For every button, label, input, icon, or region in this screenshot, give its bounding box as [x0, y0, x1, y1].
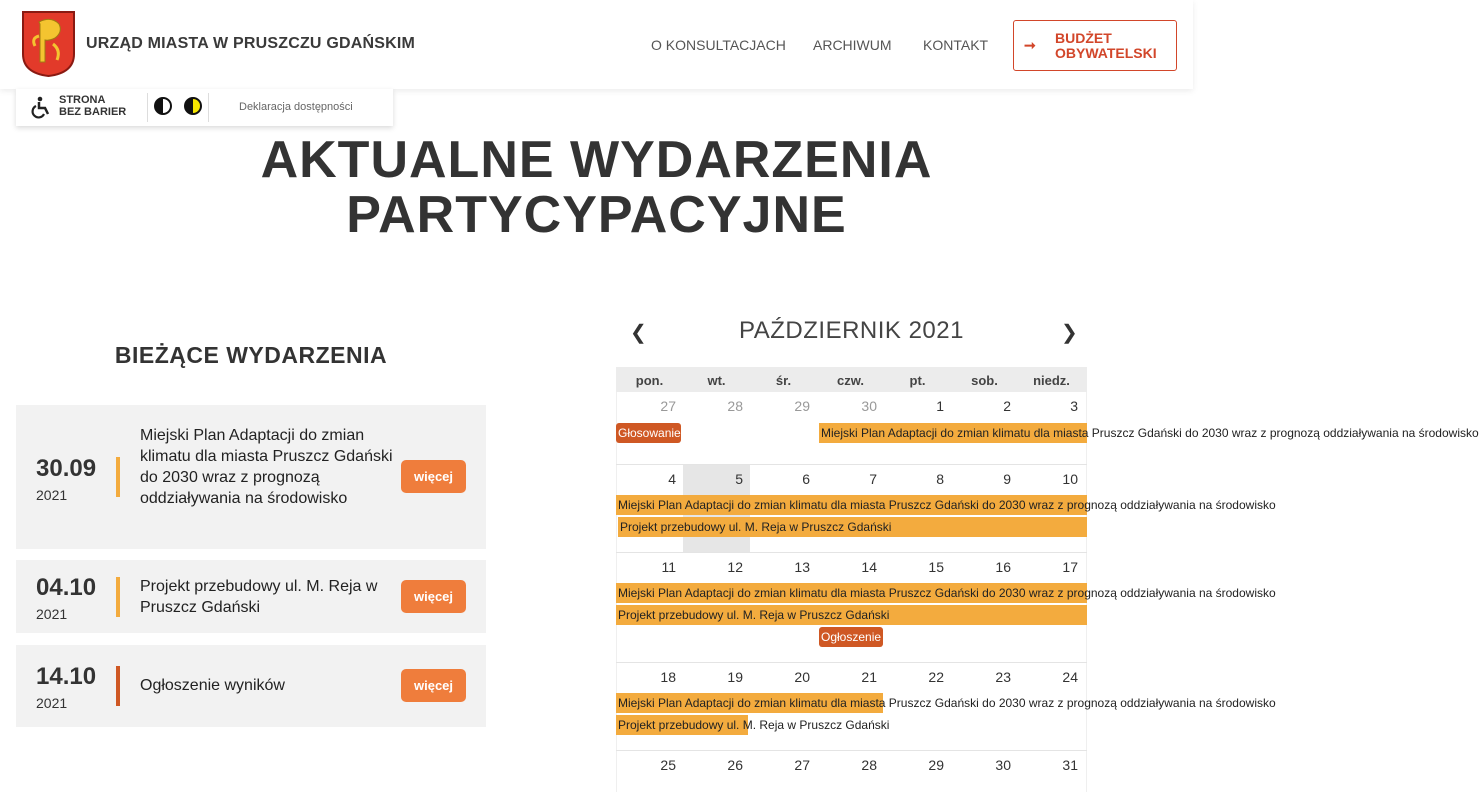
divider — [208, 93, 209, 122]
calendar-day[interactable]: 27 — [660, 398, 676, 414]
calendar-day[interactable]: 29 — [928, 757, 944, 773]
calendar-day[interactable]: 30 — [995, 757, 1011, 773]
calendar-weekday-header — [616, 367, 1087, 392]
calendar-day[interactable]: 24 — [1062, 669, 1078, 685]
event-date: 14.10 — [36, 663, 97, 690]
calendar-day[interactable]: 5 — [735, 471, 743, 487]
calendar-event-results[interactable]: Ogłoszenie wyników — [819, 627, 883, 647]
barrier-free-label[interactable]: STRONA BEZ BARIER — [59, 94, 127, 118]
calendar-day[interactable]: 28 — [861, 757, 877, 773]
contrast-black-yellow-icon[interactable] — [184, 97, 202, 115]
calendar-day[interactable]: 18 — [660, 669, 676, 685]
event-more-button[interactable]: więcej — [401, 580, 466, 613]
event-more-button[interactable]: więcej — [401, 460, 466, 493]
event-date: 04.10 — [36, 574, 97, 601]
event-year: 2021 — [36, 487, 68, 503]
event-year: 2021 — [36, 695, 68, 711]
weekday-label: niedz. — [1033, 373, 1070, 388]
calendar-week — [616, 465, 1276, 553]
calendar-day[interactable]: 9 — [1003, 471, 1011, 487]
current-events-heading: BIEŻĄCE WYDARZENIA — [114, 342, 388, 368]
event-color-bar — [116, 666, 120, 706]
calendar-day[interactable]: 1 — [936, 398, 944, 414]
event-color-bar — [116, 577, 120, 617]
divider — [147, 93, 148, 122]
event-card — [16, 560, 486, 633]
nav-about-consultations[interactable]: O KONSULTACJACH — [651, 37, 786, 53]
calendar-month-title: PAŹDZIERNIK 2021 — [739, 317, 964, 344]
calendar-day[interactable]: 14 — [861, 559, 877, 575]
calendar-event-reja[interactable]: Projekt przebudowy ul. M. Reja w Pruszcz Gdański — [616, 605, 1087, 625]
calendar-day[interactable]: 31 — [1062, 757, 1078, 773]
calendar-day[interactable]: 23 — [995, 669, 1011, 685]
city-crest-logo[interactable] — [21, 10, 76, 77]
calendar-day[interactable]: 30 — [861, 398, 877, 414]
arrow-right-icon: ➞ — [1024, 37, 1036, 53]
calendar-day[interactable]: 2 — [1003, 398, 1011, 414]
weekday-label: wt. — [707, 373, 726, 388]
calendar-week — [616, 392, 1479, 465]
calendar-day[interactable]: 13 — [794, 559, 810, 575]
calendar-event-reja[interactable]: Projekt przebudowy ul. M. Reja w Pruszcz Gdański — [618, 517, 1087, 537]
event-title: Ogłoszenie wyników — [140, 677, 285, 694]
calendar-day[interactable]: 27 — [794, 757, 810, 773]
event-color-bar — [116, 457, 120, 497]
nav-contact[interactable]: KONTAKT — [923, 37, 989, 53]
nav-archive[interactable]: ARCHIWUM — [813, 37, 892, 53]
calendar-day[interactable]: 21 — [861, 669, 877, 685]
citizen-budget-button[interactable] — [1013, 20, 1177, 71]
site-header — [0, 0, 1193, 89]
weekday-label: sob. — [971, 373, 998, 388]
calendar-day[interactable]: 20 — [794, 669, 810, 685]
accessibility-declaration-link[interactable]: Deklaracja dostępności — [239, 101, 353, 113]
chevron-left-icon[interactable]: ❮ — [630, 322, 647, 344]
weekday-label: pon. — [635, 373, 664, 388]
event-card — [16, 645, 486, 727]
contrast-black-white-icon[interactable] — [154, 97, 172, 115]
page-title: AKTUALNE WYDARZENIA PARTYCYPACYJNE — [260, 131, 933, 244]
calendar-event-plan[interactable]: Miejski Plan Adaptacji do zmian klimatu dla miasta Pruszcz Gdański do 2030 wraz z prognozą oddziaływania na środowisko — [616, 583, 1087, 603]
accessibility-bar — [16, 89, 393, 126]
weekday-label: śr. — [775, 373, 792, 388]
budget-label-line2: OBYWATELSKI — [1055, 45, 1157, 61]
calendar-day[interactable]: 29 — [794, 398, 810, 414]
event-card — [16, 405, 486, 549]
calendar-day[interactable]: 16 — [995, 559, 1011, 575]
calendar-day[interactable]: 11 — [661, 559, 676, 575]
calendar-day[interactable]: 8 — [936, 471, 944, 487]
wheelchair-icon[interactable] — [30, 96, 52, 118]
event-title: Projekt przebudowy ul. M. Reja w Pruszcz Gdański — [140, 578, 378, 616]
calendar-day[interactable]: 12 — [727, 559, 743, 575]
calendar-week — [616, 553, 1276, 663]
weekday-label: pt. — [909, 373, 926, 388]
budget-label-line1: BUDŻET — [1055, 30, 1112, 46]
calendar-day[interactable]: 28 — [727, 398, 743, 414]
calendar-event-plan[interactable]: Miejski Plan Adaptacji do zmian klimatu dla miasta Pruszcz Gdański do 2030 wraz z prognozą oddziaływania na środowisko — [616, 495, 1087, 515]
calendar-event-reja[interactable]: Projekt przebudowy ul. M. Reja w Pruszcz Gdański — [616, 715, 748, 735]
site-title[interactable]: URZĄD MIASTA W PRUSZCZU GDAŃSKIM — [86, 35, 416, 52]
calendar-day[interactable]: 25 — [660, 757, 676, 773]
calendar-day[interactable]: 26 — [727, 757, 743, 773]
calendar-day[interactable]: 22 — [928, 669, 944, 685]
event-title: Miejski Plan Adaptacji do zmian klimatu dla miasta Pruszcz Gdański do 2030 wraz z prognozą oddziaływania na środowisko — [140, 427, 393, 507]
calendar-day[interactable]: 4 — [668, 471, 676, 487]
event-year: 2021 — [36, 606, 68, 622]
calendar-week — [616, 751, 1087, 791]
weekday-label: czw. — [837, 373, 864, 388]
event-date: 30.09 — [36, 455, 97, 482]
calendar-day[interactable]: 15 — [928, 559, 944, 575]
calendar-day[interactable]: 17 — [1062, 559, 1078, 575]
calendar-event-plan[interactable]: Miejski Plan Adaptacji do zmian klimatu dla miasta Pruszcz Gdański do 2030 wraz z prognozą oddziaływania na środowisko — [819, 423, 1087, 443]
calendar-day[interactable]: 3 — [1070, 398, 1078, 414]
calendar-day[interactable]: 19 — [727, 669, 743, 685]
calendar-day[interactable]: 7 — [869, 471, 877, 487]
calendar-week — [616, 663, 1276, 751]
calendar-day[interactable]: 10 — [1062, 471, 1078, 487]
calendar-event-vote[interactable]: Głosowanie — [616, 423, 681, 443]
calendar-event-plan[interactable]: Miejski Plan Adaptacji do zmian klimatu dla miasta Pruszcz Gdański do 2030 wraz z prognozą oddziaływania na środowisko — [616, 693, 883, 713]
calendar-day[interactable]: 6 — [802, 471, 810, 487]
chevron-right-icon[interactable]: ❯ — [1061, 322, 1078, 344]
event-more-button[interactable]: więcej — [401, 669, 466, 702]
